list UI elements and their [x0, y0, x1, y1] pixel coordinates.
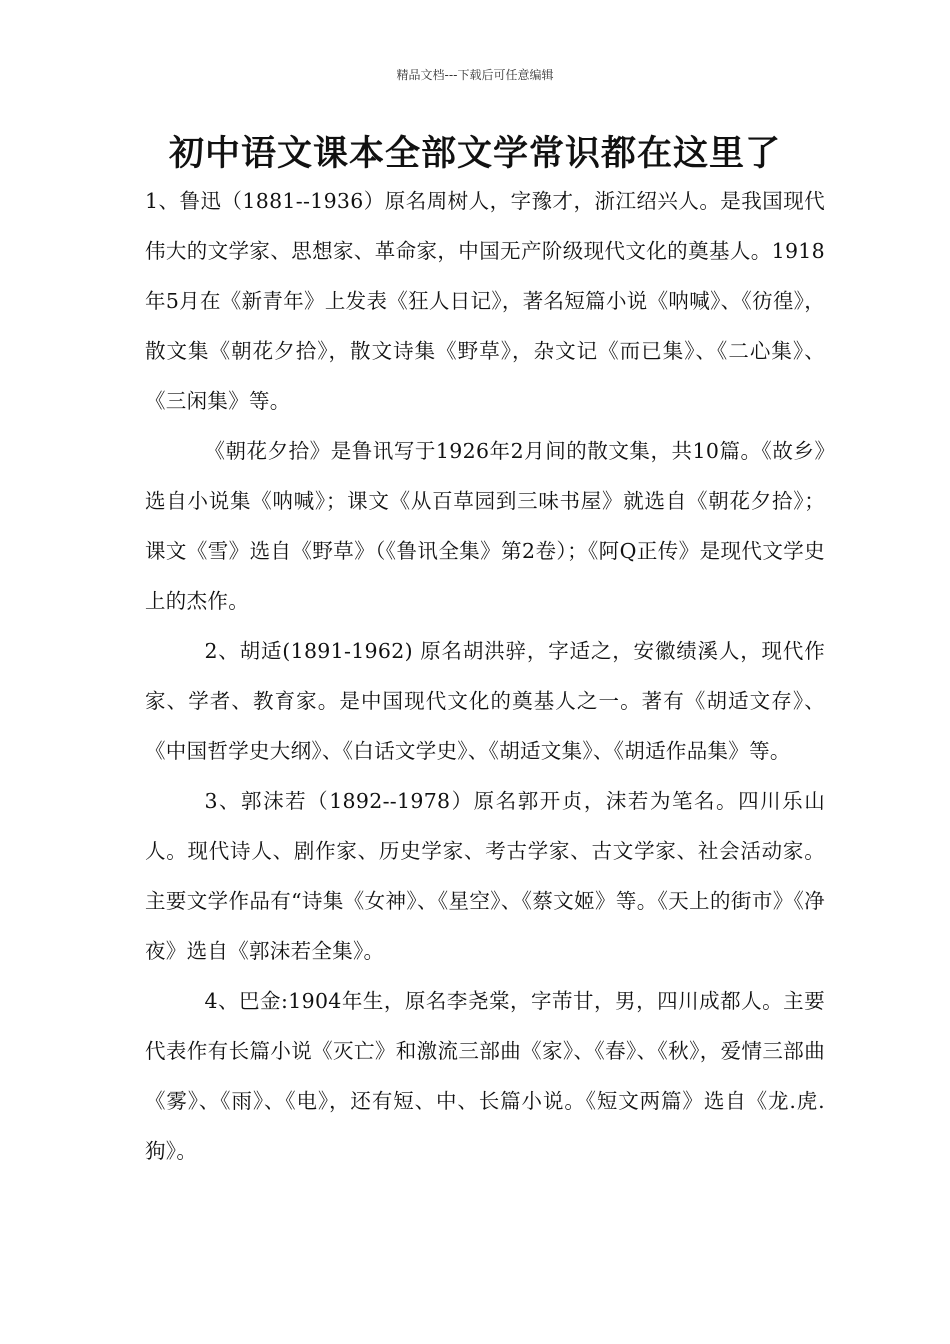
paragraph-guo-moruo: 3、郭沫若（1892--1978）原名郭开贞，沫若为笔名。四川乐山人。现代诗人、剧作家、历史学家、考古学家、古文学家、社会活动家。主要文学作品有“诗集《女神》、《星空》、《蔡文姬》等。《天上的街市》《净夜》选自《郭沫若全集》。 [145, 789, 825, 963]
paragraph-lu-xun: 1、鲁迅（1881--1936）原名周树人，字豫才，浙江绍兴人。是我国现代伟大的文学家、思想家、革命家，中国无产阶级现代文化的奠基人。1918年5月在《新青年》上发表《狂人日记》，著名短篇小说《呐喊》、《彷徨》，散文集《朝花夕拾》，散文诗集《野草》，杂文记《而已集》、《二心集》、《三闲集》等。 [145, 189, 825, 413]
document-body [145, 176, 825, 1176]
paragraph-zhaohua-xishi: 《朝花夕拾》是鲁讯写于1926年2月间的散文集，共10篇。《故乡》选自小说集《呐喊》；课文《从百草园到三味书屋》就选自《朝花夕拾》；课文《雪》选自《野草》（《鲁讯全集》第2卷）；《阿Q正传》是现代文学史上的杰作。 [145, 439, 825, 613]
document-title: 初中语文课本全部文学常识都在这里了 [168, 134, 781, 174]
paragraph-hu-shi: 2、胡适(1891-1962) 原名胡洪骍，字适之，安徽绩溪人，现代作家、学者、教育家。是中国现代文化的奠基人之一。著有《胡适文存》、《中国哲学史大纲》、《白话文学史》、《胡适文集》、《胡适作品集》等。 [145, 639, 825, 763]
paragraph-ba-jin: 4、巴金:1904年生，原名李尧棠，字芾甘，男，四川成都人。主要代表作有长篇小说《灭亡》和激流三部曲《家》、《春》、《秋》，爱情三部曲《雾》、《雨》、《电》，还有短、中、长篇小说。《短文两篇》选自《龙.虎.狗》。 [145, 989, 825, 1163]
header-note: 精品文档---下载后可任意编辑 [396, 68, 554, 82]
